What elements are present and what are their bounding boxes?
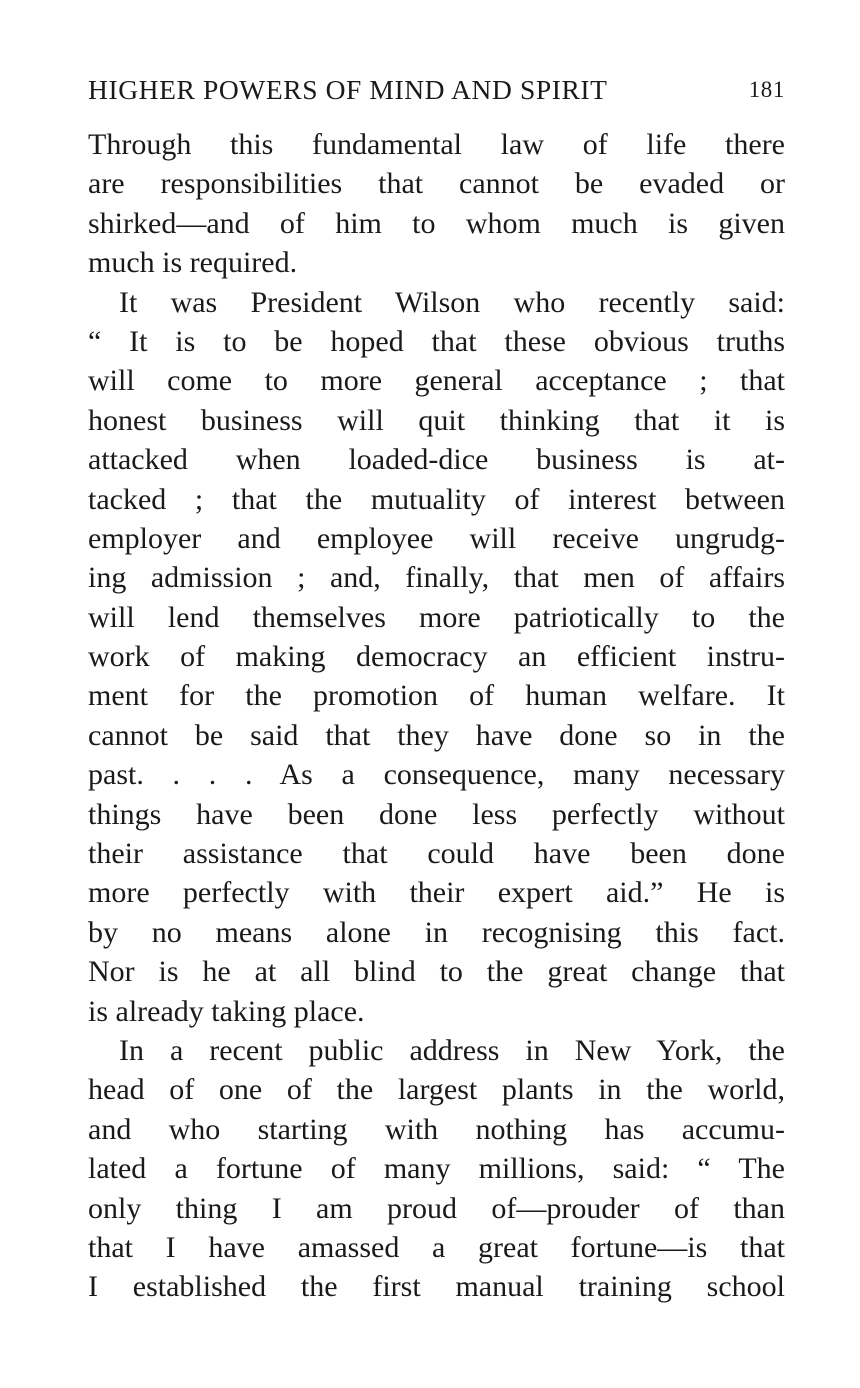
text-line: will lend themselves more patriotically to the	[88, 600, 785, 634]
text-line: tacked ; that the mutuality of interest between	[88, 482, 785, 516]
text-line: and who starting with nothing has accumu-	[88, 1112, 785, 1146]
running-head-title: HIGHER POWERS OF MIND AND SPIRIT	[88, 74, 608, 105]
text-line: head of one of the largest plants in the world,	[88, 1073, 785, 1107]
text-line: employer and employee will receive ungrudg-	[88, 521, 785, 555]
text-line: honest business will quit thinking that it is	[88, 403, 785, 437]
text-line: things have been done less perfectly without	[88, 797, 785, 831]
text-line: more perfectly with their expert aid.” He is	[88, 876, 785, 910]
text-line: I established the first manual training school	[88, 1270, 785, 1304]
running-head	[88, 70, 785, 110]
text-line: shirked—and of him to whom much is given	[88, 206, 785, 240]
text-line: attacked when loaded-dice business is at-	[88, 443, 785, 477]
text-line: only thing I am proud of—prouder of than	[88, 1191, 785, 1225]
text-line: It was President Wilson who recently said:	[119, 285, 785, 319]
text-line: are responsibilities that cannot be evaded or	[88, 167, 785, 201]
text-line: Nor is he at all blind to the great change that	[88, 955, 785, 989]
text-line: their assistance that could have been done	[88, 837, 785, 871]
text-line: “ It is to be hoped that these obvious truths	[88, 324, 785, 358]
text-line: past. . . . As a consequence, many necessary	[88, 758, 785, 792]
text-line: much is required.	[88, 246, 298, 280]
text-line: that I have amassed a great fortune—is that	[88, 1230, 785, 1264]
text-line: work of making democracy an efficient instru-	[88, 640, 785, 674]
text-line: cannot be said that they have done so in the	[88, 718, 785, 752]
text-line: lated a fortune of many millions, said: “ The	[88, 1152, 785, 1186]
text-line: ing admission ; and, finally, that men of affairs	[88, 561, 785, 595]
text-line: by no means alone in recognising this fact.	[88, 915, 785, 949]
text-line: Through this fundamental law of life there	[88, 128, 785, 161]
text-line: will come to more general acceptance ; that	[88, 364, 785, 398]
page-number: 181	[748, 77, 785, 102]
text-line: is already taking place.	[88, 994, 365, 1028]
body-text	[88, 125, 785, 1307]
text-line: ment for the promotion of human welfare. It	[88, 679, 785, 713]
text-line: In a recent public address in New York, the	[119, 1033, 785, 1067]
